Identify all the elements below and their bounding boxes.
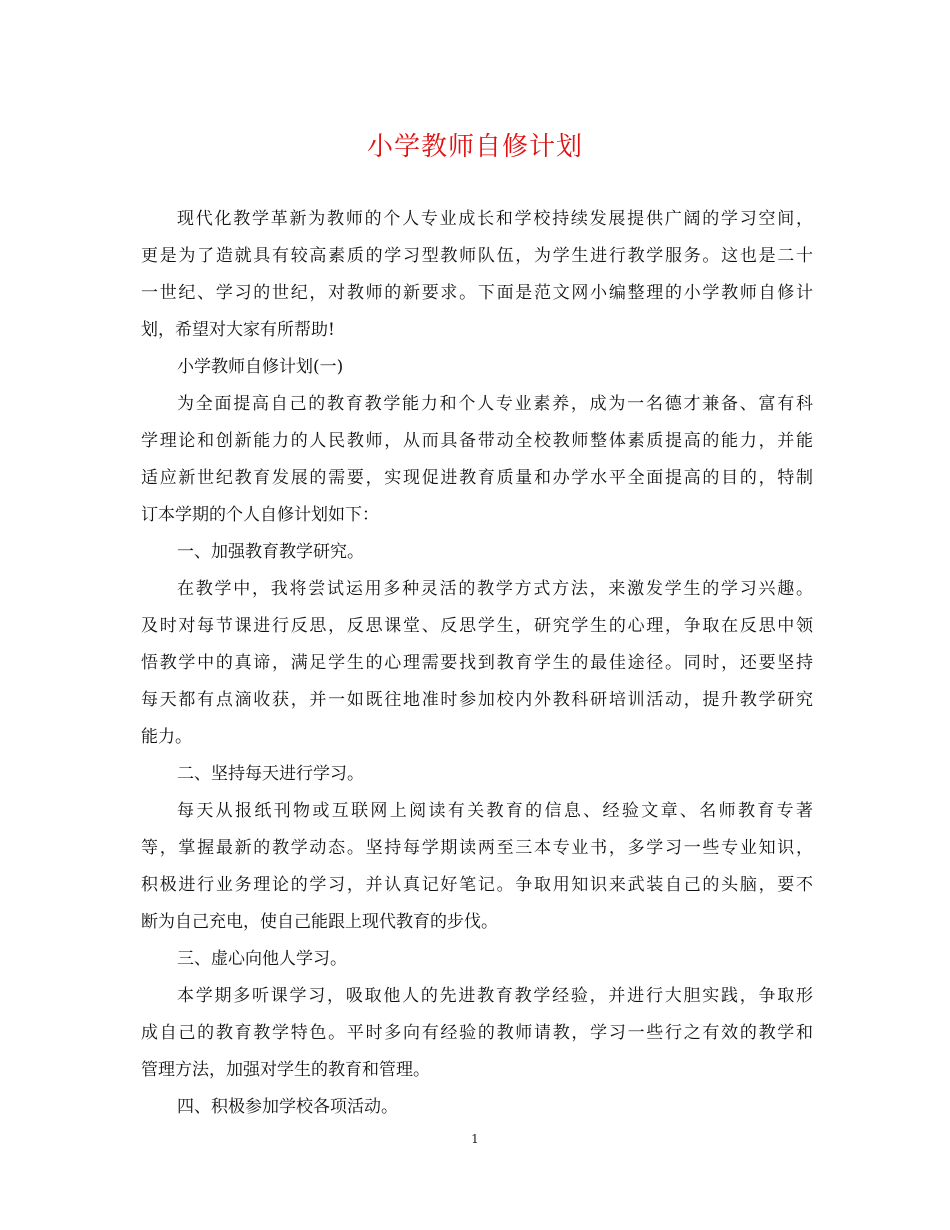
text-line: 现代化教学革新为教师的个人专业成长和学校持续发展提供广阔的学习空间， [177, 209, 813, 229]
text-line: 等，掌握最新的教学动态。坚持每学期读两至三本专业书，多学习一些专业知识， [141, 838, 813, 858]
text-line: 每天都有点滴收获，并一如既往地准时参加校内外教科研培训活动，提升教学研究 [141, 690, 813, 710]
document-title: 小学教师自修计划 [366, 132, 583, 162]
text-line: 三、虚心向他人学习。 [177, 949, 347, 969]
text-line: 能力。 [141, 727, 192, 747]
text-line: 划，希望对大家有所帮助! [141, 320, 335, 340]
text-line: 每天从报纸刊物或互联网上阅读有关教育的信息、经验文章、名师教育专著 [177, 801, 813, 821]
text-line: 更是为了造就具有较高素质的学习型教师队伍，为学生进行教学服务。这也是二十 [141, 246, 813, 266]
text-line: 本学期多听课学习，吸取他人的先进教育教学经验，并进行大胆实践，争取形 [177, 986, 813, 1006]
page-number: 1 [471, 1132, 479, 1146]
text-line: 断为自己充电，使自己能跟上现代教育的步伐。 [141, 912, 498, 932]
text-line: 管理方法，加强对学生的教育和管理。 [141, 1060, 430, 1080]
text-line: 及时对每节课进行反思，反思课堂、反思学生，研究学生的心理，争取在反思中领 [141, 616, 813, 636]
document-body [141, 201, 813, 1126]
text-line: 四、积极参加学校各项活动。 [177, 1097, 398, 1117]
text-line: 二、坚持每天进行学习。 [177, 764, 364, 784]
text-line: 一世纪、学习的世纪，对教师的新要求。下面是范文网小编整理的小学教师自修计 [141, 283, 813, 303]
text-line: 在教学中，我将尝试运用多种灵活的教学方式方法，来激发学生的学习兴趣。 [177, 579, 813, 599]
text-line: 积极进行业务理论的学习，并认真记好笔记。争取用知识来武装自己的头脑，要不 [141, 875, 813, 895]
text-line: 一、加强教育教学研究。 [177, 542, 364, 562]
text-line: 悟教学中的真谛，满足学生的心理需要找到教育学生的最佳途径。同时，还要坚持 [141, 653, 813, 673]
text-line: 小学教师自修计划(一) [177, 357, 344, 377]
text-line: 订本学期的个人自修计划如下： [141, 505, 379, 525]
text-line: 成自己的教育教学特色。平时多向有经验的教师请教，学习一些行之有效的教学和 [141, 1023, 813, 1043]
text-line: 为全面提高自己的教育教学能力和个人专业素养，成为一名德才兼备、富有科 [177, 394, 813, 414]
text-line: 学理论和创新能力的人民教师，从而具备带动全校教师整体素质提高的能力，并能 [141, 431, 813, 451]
text-line: 适应新世纪教育发展的需要，实现促进教育质量和办学水平全面提高的目的，特制 [141, 468, 813, 488]
